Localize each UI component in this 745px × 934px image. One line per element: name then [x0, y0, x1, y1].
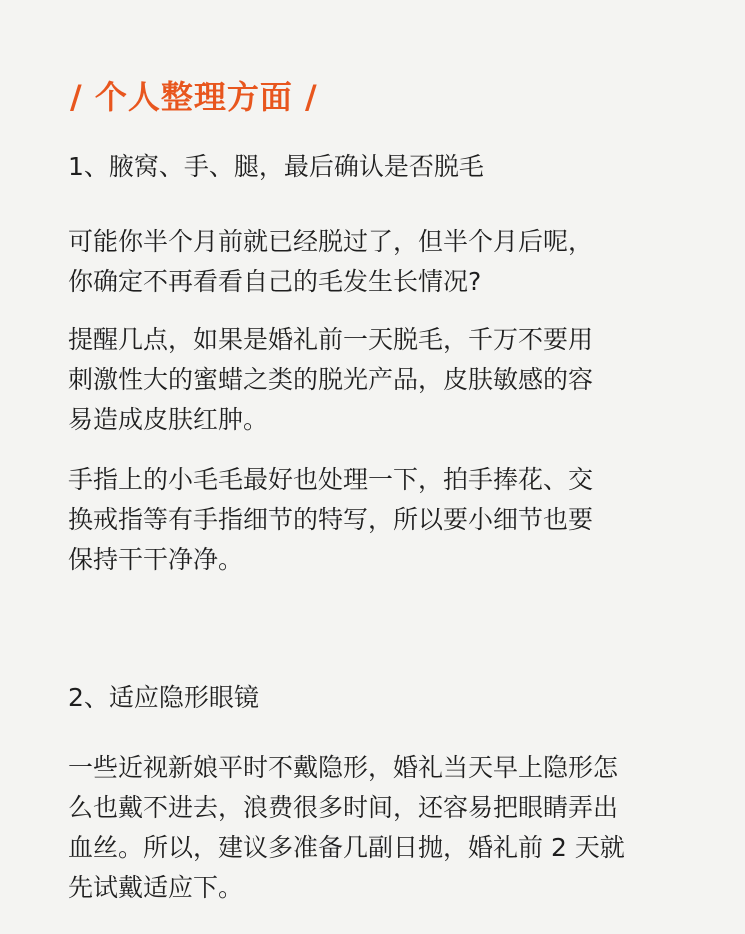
text-line: 手指上的小毛毛最好也处理一下，拍手捧花、交	[68, 465, 594, 494]
text-line: 你确定不再看看自己的毛发生长情况?	[68, 267, 482, 296]
text-line: 刺激性大的蜜蜡之类的脱光产品，皮肤敏感的容	[68, 365, 594, 394]
text-line: 提醒几点，如果是婚礼前一天脱毛，千万不要用	[68, 325, 594, 354]
section-title: / 个人整理方面 /	[70, 78, 318, 116]
item2-paragraph-1	[68, 748, 688, 908]
item1-paragraph-1	[68, 222, 688, 302]
text-line: 易造成皮肤红肿。	[68, 405, 269, 434]
text-line: 换戒指等有手指细节的特写，所以要小细节也要	[68, 505, 594, 534]
text-line: 先试戴适应下。	[68, 873, 244, 902]
text-line: 么也戴不进去，浪费很多时间，还容易把眼睛弄出	[68, 793, 619, 822]
text-line: 可能你半个月前就已经脱过了，但半个月后呢，	[68, 227, 594, 256]
item2-heading: 2、适应隐形眼镜	[68, 683, 259, 712]
text-line: 一些近视新娘平时不戴隐形，婚礼当天早上隐形怎	[68, 753, 619, 782]
item1-paragraph-3	[68, 460, 688, 580]
item1-heading: 1、腋窝、手、腿，最后确认是否脱毛	[68, 152, 484, 181]
text-line: 血丝。所以，建议多准备几副日抛，婚礼前 2 天就	[68, 833, 625, 862]
item1-paragraph-2	[68, 320, 688, 440]
text-line: 保持干干净净。	[68, 545, 244, 574]
